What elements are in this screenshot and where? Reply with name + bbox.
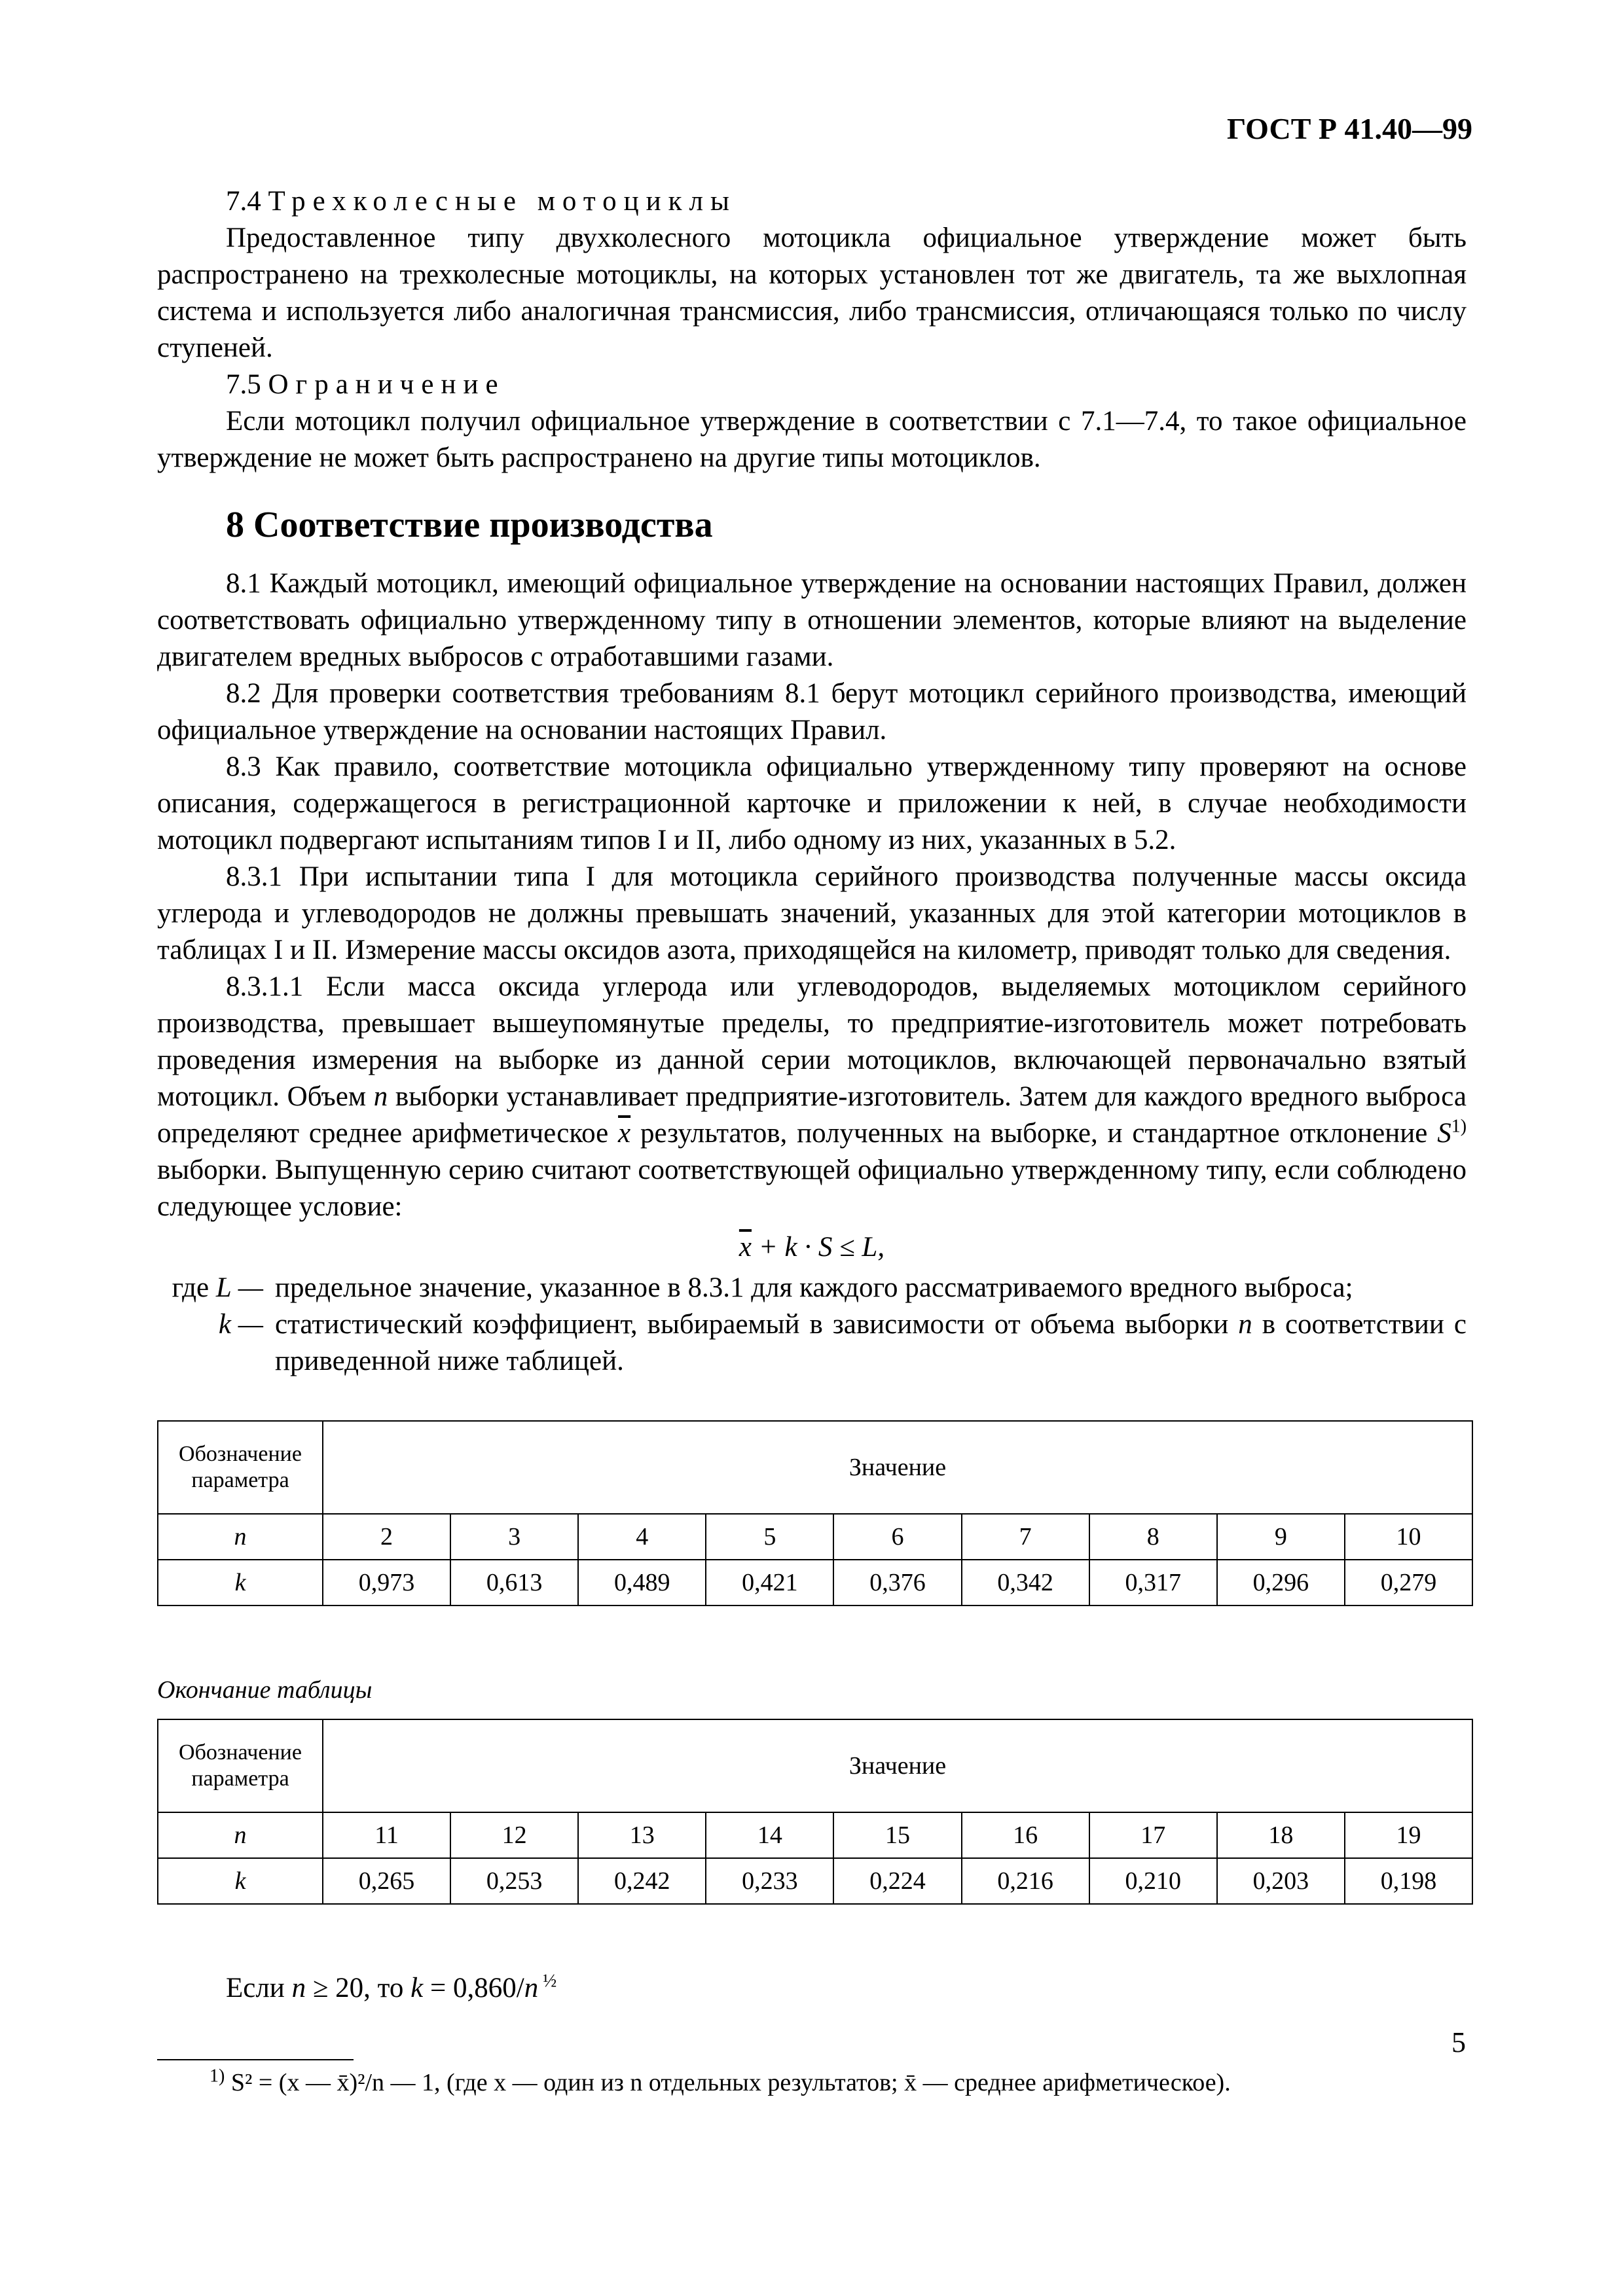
footnote-mark: 1) — [210, 2066, 225, 2087]
text-run: Если — [226, 1973, 292, 2003]
table-cell: 0,253 — [450, 1858, 578, 1904]
text-run: результатов, полученных на выборке, и стандартное отклонение — [640, 1118, 1428, 1149]
table-cell: 5 — [706, 1514, 833, 1560]
text-run: ≥ 20, то — [306, 1973, 411, 2003]
table-cell: 0,210 — [1089, 1858, 1217, 1904]
standard-header: ГОСТ Р 41.40—99 — [1227, 112, 1472, 145]
paragraph-8-3-1: 8.3.1 При испытании типа I для мотоцикла серийного производства полученные массы оксида углерода и углеводородов не должны превышать значений, указанных для этой категории мотоциклов в таблицах I и II. Измерение массы оксидов азота, приходящейся на километр, приводят только для сведения. — [157, 861, 1467, 965]
paragraph-8-3-1-1 — [157, 969, 1467, 1225]
table-cell: 0,376 — [833, 1560, 961, 1605]
paragraph-8-2: 8.2 Для проверки соответствия требованиям 8.1 берут мотоцикл серийного производства, имеющий официальное утверждение на основании настоящих Правил. — [157, 678, 1467, 745]
def-term: L — — [215, 1272, 263, 1303]
page-content — [157, 183, 1467, 2101]
table-cell: 0,233 — [706, 1858, 833, 1904]
formula — [157, 1229, 1467, 1266]
table-cell: 18 — [1217, 1812, 1345, 1858]
text-run: выборки. Выпущенную серию считают соответствующей официально утвержденному типу, если соблюдено следующее условие: — [157, 1155, 1467, 1222]
def-term-l — [157, 1270, 275, 1306]
table-cell: 19 — [1345, 1812, 1472, 1858]
table-cell: 0,613 — [450, 1560, 578, 1605]
table-cell: 0,279 — [1345, 1560, 1472, 1605]
heading-7-5 — [157, 367, 1467, 403]
coefficient-table-end — [157, 1719, 1473, 1905]
footnote-ref: 1) — [1451, 1116, 1467, 1137]
definitions — [157, 1270, 1467, 1380]
table-cell: 16 — [962, 1812, 1089, 1858]
table-row-k — [158, 1560, 1472, 1605]
text-run: статистический коэффициент, выбираемый в зависимости от объема выборки — [275, 1309, 1229, 1340]
heading-number: 7.4 — [226, 186, 261, 217]
table-cell: 12 — [450, 1812, 578, 1858]
paragraph-8-3: 8.3 Как правило, соответствие мотоцикла официально утвержденному типу проверяют на основе описания, содержащегося в регистрационной карточке и приложении к ней, в случае необходимости мотоцикл подвергают испытаниям типов I и II, либо одному из них, указанных в 5.2. — [157, 751, 1467, 855]
heading-text: Трехколесные мотоциклы — [268, 186, 737, 217]
var-xbar: $\overline{x}$ — [739, 1232, 752, 1263]
var-n: n — [1238, 1309, 1252, 1340]
exponent: ½ — [538, 1971, 557, 1992]
table-cell: 15 — [833, 1812, 961, 1858]
section-8-title: 8 Соответствие производства — [226, 505, 713, 545]
table-cell: 0,216 — [962, 1858, 1089, 1904]
text-run: = 0,860/ — [423, 1973, 524, 2003]
table-cell: 13 — [578, 1812, 706, 1858]
table-cell: 4 — [578, 1514, 706, 1560]
text-run: в соответствии с приведенной ниже таблицей. — [275, 1309, 1467, 1376]
table-cell: 6 — [833, 1514, 961, 1560]
table-continuation-label: Окончание таблицы — [157, 1676, 373, 1704]
table-cell: 0,224 — [833, 1858, 961, 1904]
table-row-n — [158, 1514, 1472, 1560]
param-header: Обозначение параметра — [158, 1719, 323, 1812]
var-n: n — [291, 1973, 306, 2003]
table-cell: 17 — [1089, 1812, 1217, 1858]
page-number: 5 — [1451, 2026, 1466, 2058]
def-desc-k — [275, 1306, 1467, 1380]
var-n: n — [373, 1081, 388, 1112]
text-run: выборки устанавливает предприятие-изготовитель. Затем для каждого вредного выброса определяют среднее арифметическое — [157, 1081, 1467, 1149]
var-k: k — [410, 1973, 424, 2003]
var-xbar: $\overline{x}$ — [618, 1118, 631, 1149]
def-term-k — [157, 1306, 275, 1380]
heading-number: 7.5 — [226, 369, 261, 400]
table-cell: 0,421 — [706, 1560, 833, 1605]
table-cell: 9 — [1217, 1514, 1345, 1560]
table-row-k — [158, 1858, 1472, 1904]
table-cell: 0,198 — [1345, 1858, 1472, 1904]
footnote — [157, 2064, 1467, 2101]
table-cell: 0,296 — [1217, 1560, 1345, 1605]
table-cell: 10 — [1345, 1514, 1472, 1560]
var-s: S — [1437, 1118, 1451, 1149]
heading-7-4 — [157, 183, 1467, 220]
paragraph-7-4: Предоставленное типу двухколесного мотоцикла официальное утверждение может быть распространено на трехколесные мотоциклы, на которых установлен тот же двигатель, та же выхлопная система и используется либо аналогичная трансмиссия, либо трансмиссия, отличающаяся только по числу ступеней. — [157, 223, 1467, 363]
def-desc-l: предельное значение, указанное в 8.3.1 для каждого рассматриваемого вредного выброса; — [275, 1272, 1353, 1303]
value-header: Значение — [323, 1421, 1472, 1514]
table-cell: 8 — [1089, 1514, 1217, 1560]
table-cell: 0,317 — [1089, 1560, 1217, 1605]
paragraph-8-1: 8.1 Каждый мотоцикл, имеющий официальное утверждение на основании настоящих Правил, должен соответствовать официально утвержденному типу в отношении элементов, которые влияют на выделение двигателем вредных выбросов с отработавшими газами. — [157, 568, 1467, 672]
table-cell: 3 — [450, 1514, 578, 1560]
row-label-k: k — [158, 1858, 323, 1904]
heading-text: Ограничение — [268, 369, 505, 400]
formula-rest: + k · S ≤ L, — [758, 1232, 885, 1263]
def-prefix: где — [172, 1272, 216, 1303]
value-header: Значение — [323, 1719, 1472, 1812]
table-cell: 7 — [962, 1514, 1089, 1560]
var-n: n — [524, 1973, 539, 2003]
def-term: k — — [218, 1309, 263, 1340]
param-header: Обозначение параметра — [158, 1421, 323, 1514]
table-cell: 0,242 — [578, 1858, 706, 1904]
row-label-n: n — [158, 1514, 323, 1560]
table-cell: 14 — [706, 1812, 833, 1858]
paragraph-7-5: Если мотоцикл получил официальное утверждение в соответствии с 7.1—7.4, то такое официальное утверждение не может быть распространено на другие типы мотоциклов. — [157, 406, 1467, 473]
table-cell: 0,489 — [578, 1560, 706, 1605]
row-label-n: n — [158, 1812, 323, 1858]
text-run: 8.3.1.1 Если масса оксида углерода или углеводородов, выделяемых мотоциклом серийного производства, превышает вышеупомянутые пределы, то предприятие-изготовитель может потребовать проведения измерения на выборке из данной серии мотоциклов, включающей первоначально взятый мотоцикл. Объем — [157, 971, 1467, 1112]
table-cell: 11 — [323, 1812, 450, 1858]
table-cell: 0,203 — [1217, 1858, 1345, 1904]
footnote-text: S² = (x — x̄)²/n — 1, (где x — один из n отдельных результатов; x̄ — среднее арифметическое). — [230, 2069, 1231, 2096]
table-row-n — [158, 1812, 1472, 1858]
table-cell: 0,265 — [323, 1858, 450, 1904]
table-cell: 2 — [323, 1514, 450, 1560]
table-cell: 0,342 — [962, 1560, 1089, 1605]
coefficient-table — [157, 1420, 1473, 1606]
footnote-divider — [157, 2059, 354, 2060]
large-sample-rule — [157, 1970, 1467, 2007]
table-cell: 0,973 — [323, 1560, 450, 1605]
row-label-k: k — [158, 1560, 323, 1605]
